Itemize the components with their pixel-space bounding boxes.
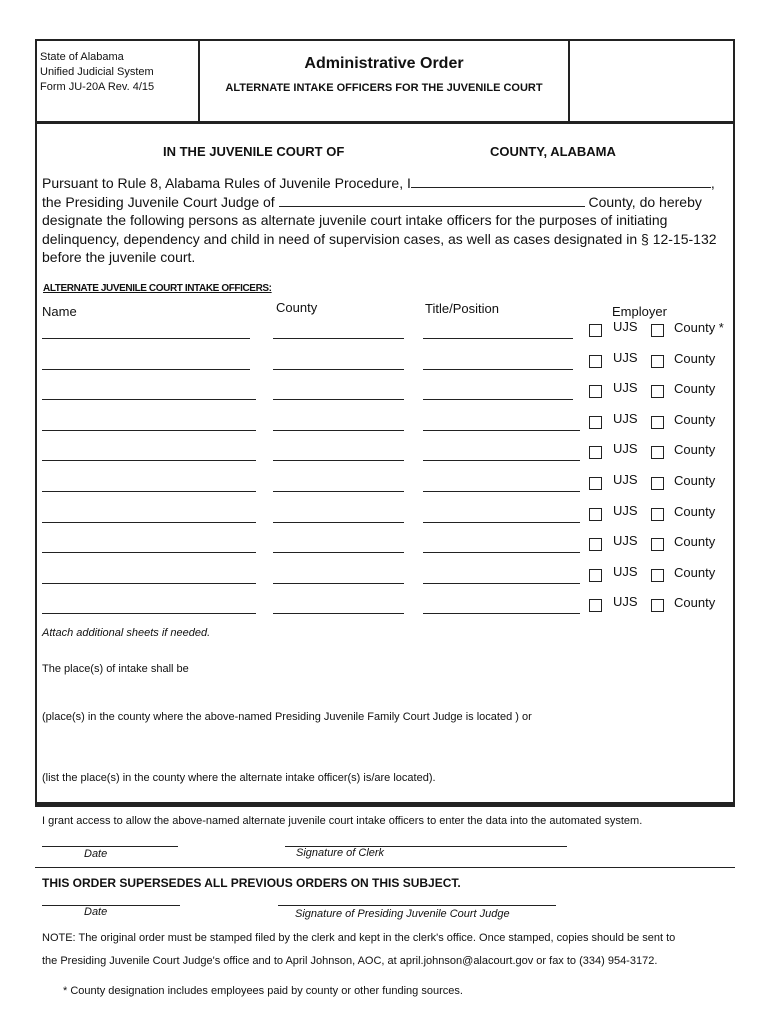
- officer-title-field[interactable]: [423, 583, 580, 584]
- officer-name-field[interactable]: [42, 338, 250, 339]
- officer-name-field[interactable]: [42, 460, 256, 461]
- ujs-label: UJS: [613, 594, 638, 609]
- county-label: County *: [674, 320, 724, 335]
- court-of-label: IN THE JUVENILE COURT OF: [163, 144, 345, 159]
- county-label: County: [674, 473, 716, 488]
- officer-name-field[interactable]: [42, 583, 256, 584]
- county-label: County: [674, 442, 716, 457]
- county-label: County: [674, 534, 716, 549]
- officer-name-field[interactable]: [42, 369, 250, 370]
- officer-title-field[interactable]: [423, 491, 580, 492]
- footnote: * County designation includes employees paid by county or other funding sources.: [63, 985, 463, 997]
- ujs-label: UJS: [613, 380, 638, 395]
- judge-date-line[interactable]: [42, 905, 180, 906]
- agency-line-2: Unified Judicial System: [40, 66, 154, 78]
- intro-line-2: the Presiding Juvenile Court Judge of County, do hereby: [42, 194, 702, 210]
- officer-name-field[interactable]: [42, 491, 256, 492]
- judge-signature-line[interactable]: [278, 905, 556, 906]
- officer-name-field[interactable]: [42, 552, 256, 553]
- col-employer-header: Employer: [612, 304, 667, 319]
- ujs-checkbox[interactable]: [589, 324, 602, 337]
- note-line-1: NOTE: The original order must be stamped filed by the clerk and kept in the clerk's office. Once stamped, copies should be sent to: [42, 932, 676, 944]
- intake-option-2: (list the place(s) in the county where the alternate intake officer(s) is/are located).: [42, 772, 436, 784]
- officer-county-field[interactable]: [273, 522, 404, 523]
- officer-name-field[interactable]: [42, 522, 256, 523]
- officer-county-field[interactable]: [273, 491, 404, 492]
- form-subtitle: ALTERNATE INTAKE OFFICERS FOR THE JUVENILE COURT: [225, 82, 543, 94]
- county-checkbox[interactable]: [651, 538, 664, 551]
- supersedes-text: THIS ORDER SUPERSEDES ALL PREVIOUS ORDERS ON THIS SUBJECT.: [42, 876, 461, 890]
- county-label: County: [674, 381, 716, 396]
- note-line-2: the Presiding Juvenile Court Judge's office and to April Johnson, AOC, at april.johnson@alacourt.gov or fax to (334) 954-3172.: [42, 955, 658, 967]
- officer-name-field[interactable]: [42, 399, 256, 400]
- county-checkbox[interactable]: [651, 569, 664, 582]
- intro-line-5: before the juvenile court.: [42, 249, 196, 265]
- form-number: Form JU-20A Rev. 4/15: [40, 81, 155, 93]
- officer-title-field[interactable]: [423, 399, 573, 400]
- form-title: Administrative Order: [304, 55, 464, 72]
- officer-county-field[interactable]: [273, 338, 404, 339]
- county-name-field[interactable]: [279, 194, 585, 207]
- section-divider-2: [35, 806, 735, 807]
- officer-title-field[interactable]: [423, 552, 580, 553]
- county-label: County: [674, 412, 716, 427]
- header-divider-right: [568, 39, 570, 123]
- county-label: County: [674, 351, 716, 366]
- access-text: I grant access to allow the above-named alternate juvenile court intake officers to enter the data into the automated system.: [42, 815, 643, 827]
- ujs-checkbox[interactable]: [589, 508, 602, 521]
- county-label: County: [674, 595, 716, 610]
- county-label: County: [674, 504, 716, 519]
- ujs-label: UJS: [613, 533, 638, 548]
- ujs-label: UJS: [613, 503, 638, 518]
- ujs-checkbox[interactable]: [589, 446, 602, 459]
- judge-date-label: Date: [84, 906, 108, 918]
- intro-line-4: delinquency, dependency and child in need of supervision cases, as well as cases designated in § 12-15-132: [42, 231, 717, 247]
- officer-county-field[interactable]: [273, 369, 404, 370]
- ujs-label: UJS: [613, 411, 638, 426]
- ujs-label: UJS: [613, 319, 638, 334]
- ujs-checkbox[interactable]: [589, 599, 602, 612]
- ujs-checkbox[interactable]: [589, 385, 602, 398]
- officer-county-field[interactable]: [273, 552, 404, 553]
- intro-line-3: designate the following persons as alternate juvenile court intake officers for the purposes of initiating: [42, 212, 668, 228]
- officer-title-field[interactable]: [423, 460, 580, 461]
- officer-title-field[interactable]: [423, 338, 573, 339]
- ujs-label: UJS: [613, 472, 638, 487]
- officer-county-field[interactable]: [273, 460, 404, 461]
- county-checkbox[interactable]: [651, 599, 664, 612]
- clerk-date-line[interactable]: [42, 846, 178, 847]
- county-checkbox[interactable]: [651, 446, 664, 459]
- judge-signature-label: Signature of Presiding Juvenile Court Judge: [295, 908, 510, 920]
- col-name-header: Name: [42, 304, 77, 319]
- officer-county-field[interactable]: [273, 399, 404, 400]
- county-label: County: [674, 565, 716, 580]
- ujs-label: UJS: [613, 564, 638, 579]
- officer-title-field[interactable]: [423, 522, 580, 523]
- ujs-checkbox[interactable]: [589, 477, 602, 490]
- county-checkbox[interactable]: [651, 477, 664, 490]
- judge-name-field[interactable]: [411, 175, 711, 188]
- officer-title-field[interactable]: [423, 430, 580, 431]
- county-checkbox[interactable]: [651, 355, 664, 368]
- agency-line-1: State of Alabama: [40, 51, 124, 63]
- county-checkbox[interactable]: [651, 385, 664, 398]
- intro-line-1: Pursuant to Rule 8, Alabama Rules of Juvenile Procedure, I ,: [42, 175, 715, 191]
- county-checkbox[interactable]: [651, 416, 664, 429]
- col-title-header: Title/Position: [425, 301, 499, 316]
- officer-name-field[interactable]: [42, 430, 256, 431]
- county-checkbox[interactable]: [651, 508, 664, 521]
- ujs-label: UJS: [613, 441, 638, 456]
- ujs-checkbox[interactable]: [589, 538, 602, 551]
- intake-option-1: (place(s) in the county where the above-named Presiding Juvenile Family Court Judge is located ) or: [42, 711, 532, 723]
- county-checkbox[interactable]: [651, 324, 664, 337]
- section-divider: [35, 802, 735, 804]
- ujs-checkbox[interactable]: [589, 569, 602, 582]
- officer-county-field[interactable]: [273, 430, 404, 431]
- ujs-checkbox[interactable]: [589, 355, 602, 368]
- attach-note: Attach additional sheets if needed.: [42, 627, 211, 639]
- section-divider-3: [35, 867, 735, 868]
- clerk-signature-label: Signature of Clerk: [296, 847, 385, 859]
- officer-title-field[interactable]: [423, 613, 580, 614]
- county-alabama-label: COUNTY, ALABAMA: [490, 144, 616, 159]
- officer-title-field[interactable]: [423, 369, 573, 370]
- header-divider-left: [198, 39, 200, 123]
- intake-place-label: The place(s) of intake shall be: [42, 663, 189, 675]
- col-county-header: County: [276, 300, 318, 315]
- officer-name-field[interactable]: [42, 613, 256, 614]
- officer-county-field[interactable]: [273, 583, 404, 584]
- clerk-date-label: Date: [84, 848, 108, 860]
- ujs-label: UJS: [613, 350, 638, 365]
- ujs-checkbox[interactable]: [589, 416, 602, 429]
- officers-heading: ALTERNATE JUVENILE COURT INTAKE OFFICERS:: [43, 283, 272, 294]
- officer-county-field[interactable]: [273, 613, 404, 614]
